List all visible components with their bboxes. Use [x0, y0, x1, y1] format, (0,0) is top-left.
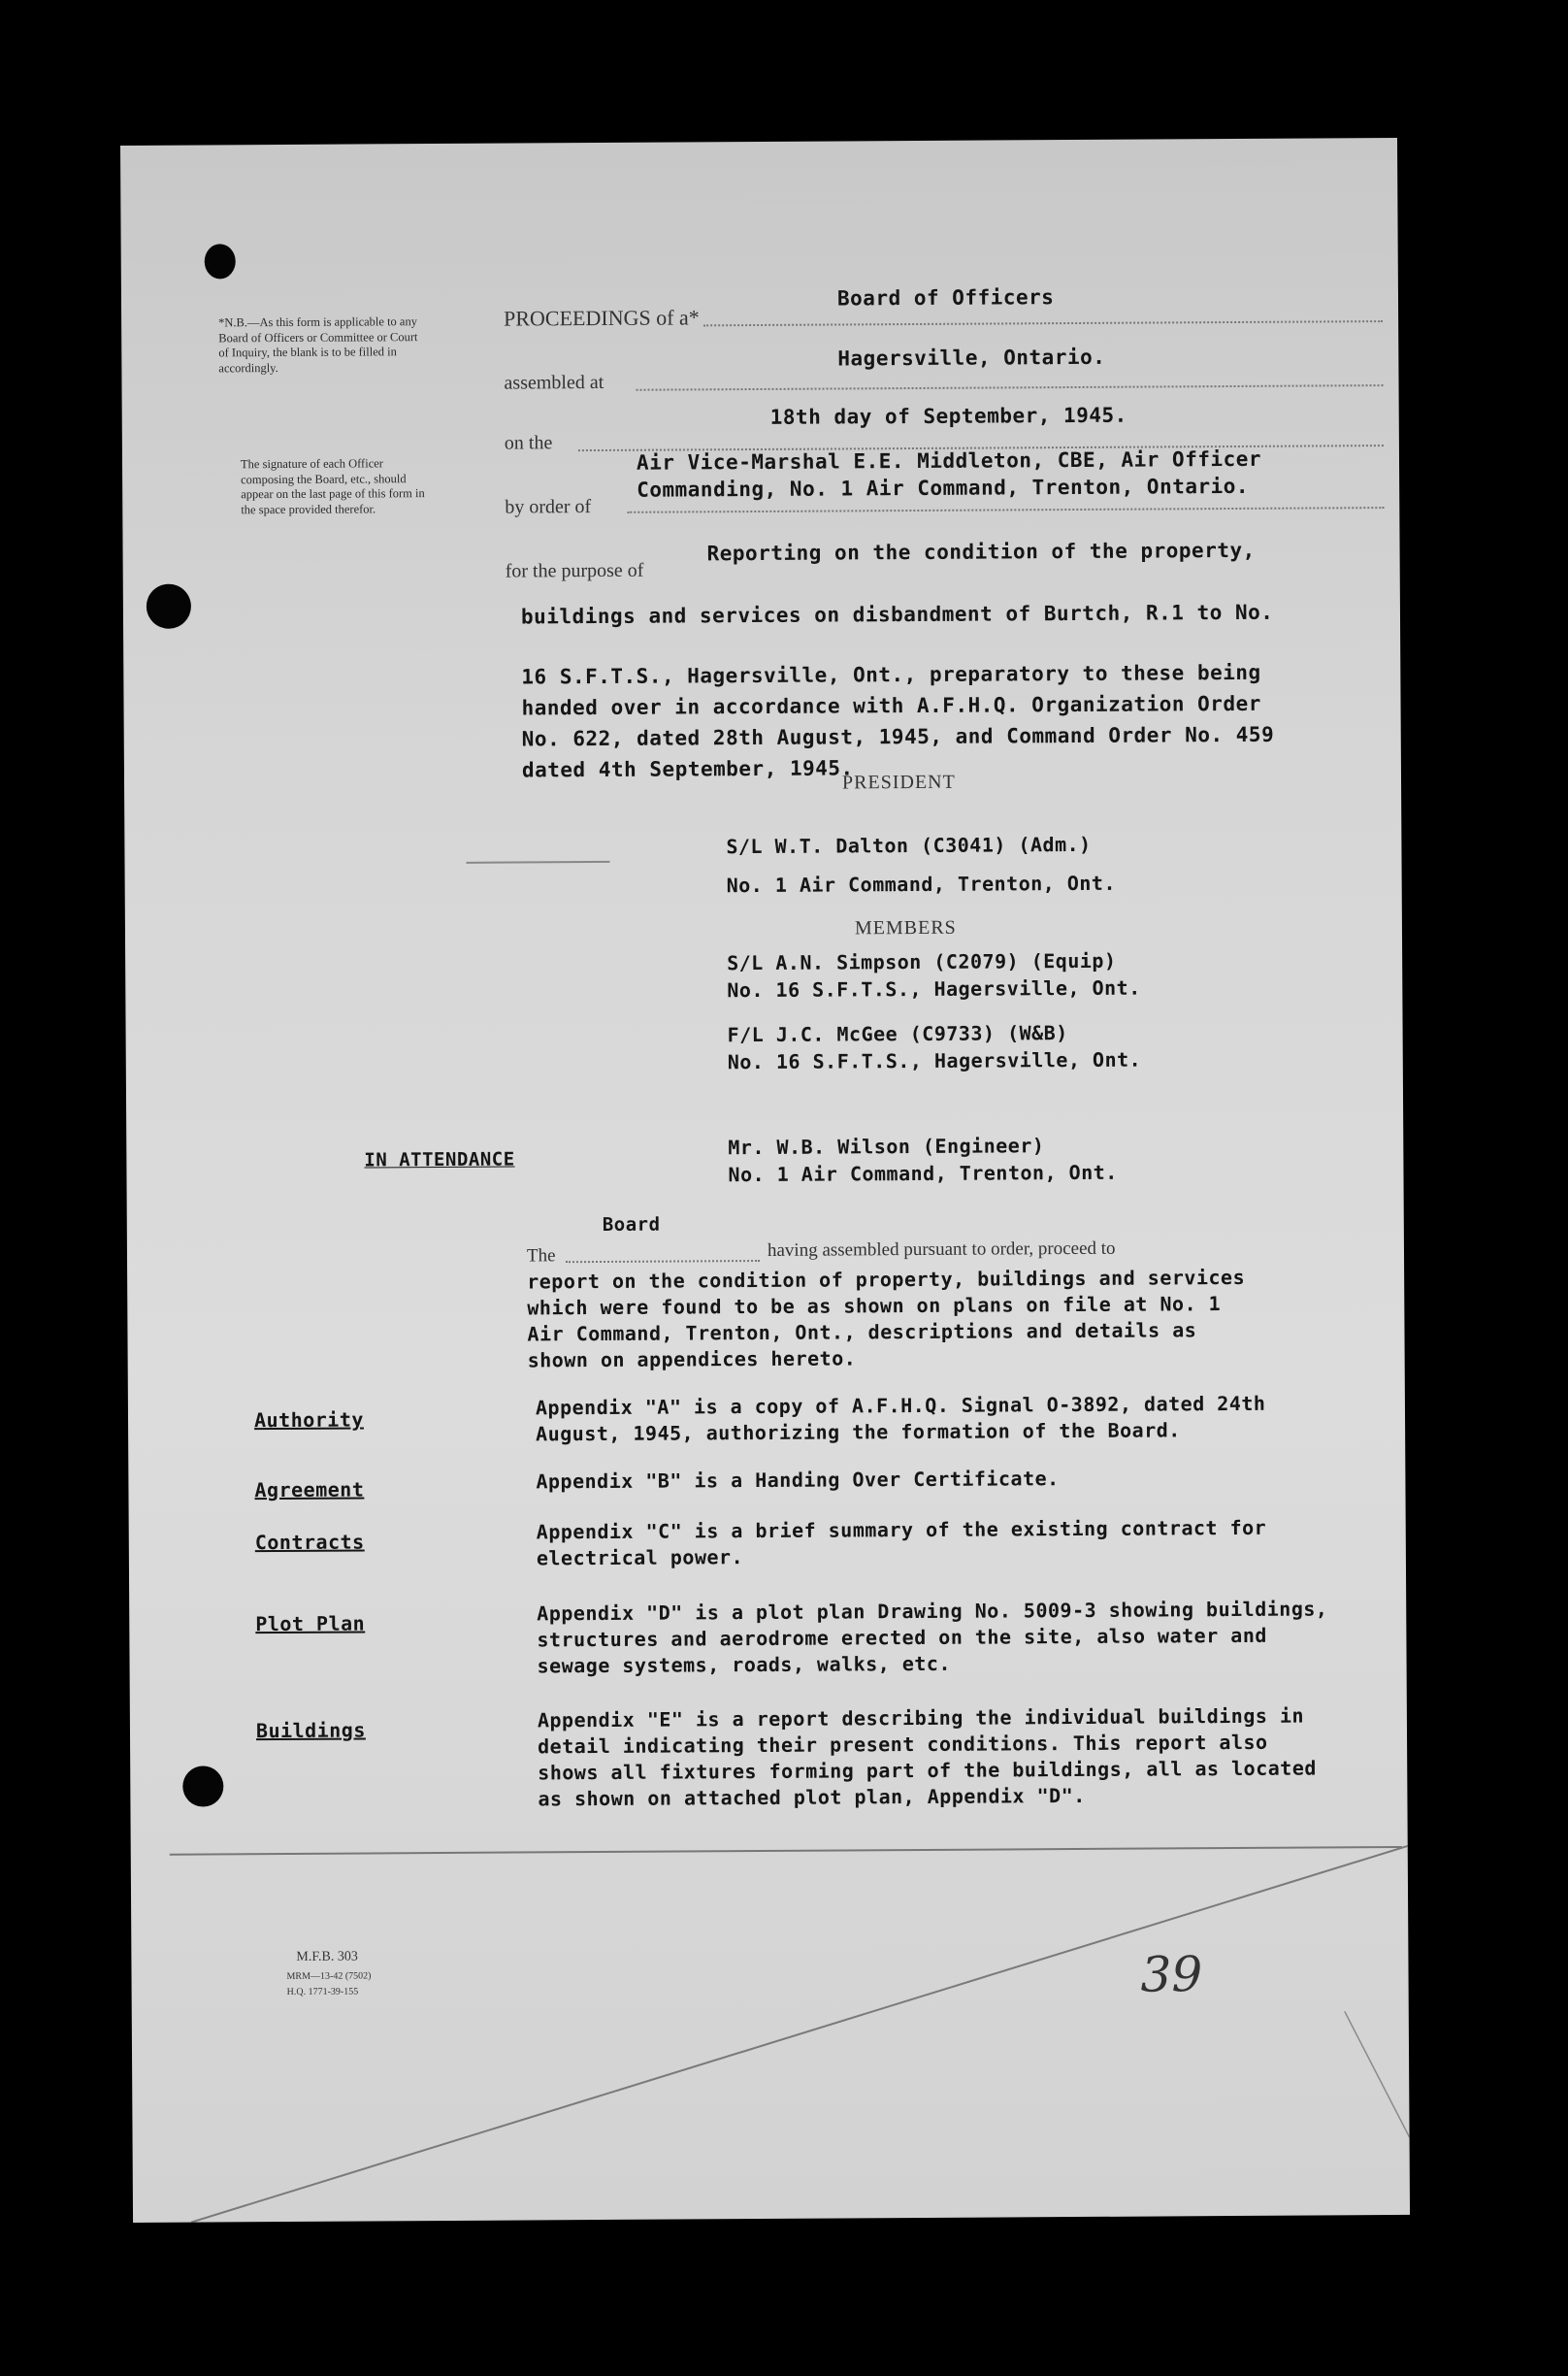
assembled-label: assembled at [504, 371, 604, 394]
buildings-line-2: detail indicating their present conditions. This report also [538, 1730, 1268, 1759]
plot-plan-line-1: Appendix "D" is a plot plan Drawing No. 5009-3 showing buildings, [537, 1597, 1328, 1626]
print-code-1: MRM—13-42 (7502) [286, 1970, 372, 1982]
attendance-unit: No. 1 Air Command, Trenton, Ont. [728, 1160, 1118, 1187]
board-the-label: The [526, 1245, 556, 1267]
contracts-line-1: Appendix "C" is a brief summary of the existing contract for [536, 1515, 1267, 1544]
section-label-agreement: Agreement [254, 1477, 365, 1502]
proceedings-value: Board of Officers [836, 285, 1055, 311]
purpose-line-6: dated 4th September, 1945. [521, 756, 854, 782]
authority-line-1: Appendix "A" is a copy of A.F.H.Q. Signal O-3892, dated 24th [535, 1391, 1266, 1420]
purpose-line-5: No. 622, dated 28th August, 1945, and Command Order No. 459 [521, 722, 1275, 751]
fold-crease-lines [120, 138, 1410, 2223]
president-unit: No. 1 Air Command, Trenton, Ont. [726, 871, 1117, 898]
on-the-label: on the [504, 432, 553, 454]
president-name: S/L W.T. Dalton (C3041) (Adm.) [726, 832, 1092, 859]
assembled-value: Hagersville, Ontario. [837, 345, 1106, 371]
president-heading: PRESIDENT [841, 771, 956, 794]
board-line-4: Air Command, Trenton, Ont., descriptions and details as [527, 1318, 1197, 1346]
buildings-line-4: as shown on attached plot plan, Appendix "D". [538, 1783, 1086, 1811]
board-line-5: shown on appendices hereto. [527, 1346, 857, 1372]
by-order-label: by order of [505, 496, 592, 518]
plot-plan-line-3: sewage systems, roads, walks, etc. [537, 1651, 952, 1678]
buildings-line-3: shows all fixtures forming part of the buildings, all as located [538, 1756, 1317, 1785]
section-label-contracts: Contracts [254, 1530, 365, 1555]
member-2-name: F/L J.C. McGee (C9733) (W&B) [727, 1021, 1068, 1047]
signature-note: The signature of each Officer composing the Board, etc., should appear on the last page of this form in the space provided therefor. [240, 456, 425, 516]
nb-note: *N.B.—As this form is applicable to any Board of Officers or Committee or Court of Inquiry, the blank is to be filled in accordingly. [218, 314, 418, 375]
member-2-unit: No. 16 S.F.T.S., Hagersville, Ont. [727, 1047, 1142, 1074]
date-value: 18th day of September, 1945. [769, 403, 1127, 429]
section-label-buildings: Buildings [255, 1718, 366, 1743]
plot-plan-line-2: structures and aerodrome erected on the site, also water and [537, 1623, 1267, 1652]
board-line-3: which were found to be as shown on plans on file at No. 1 [527, 1292, 1222, 1320]
purpose-line-4: handed over in accordance with A.F.H.Q. Organization Order [521, 691, 1261, 720]
form-number: M.F.B. 303 [296, 1949, 358, 1964]
attendance-name: Mr. W.B. Wilson (Engineer) [728, 1134, 1045, 1160]
purpose-line-1: Reporting on the condition of the property, [706, 538, 1256, 566]
contracts-line-2: electrical power. [536, 1545, 744, 1570]
authority-line-2: August, 1945, authorizing the formation of the Board. [536, 1418, 1181, 1446]
handwritten-page-number: 39 [1140, 1946, 1203, 2003]
proceedings-label: PROCEEDINGS of a* [504, 305, 700, 331]
section-label-plot-plan: Plot Plan [255, 1611, 366, 1636]
member-1-unit: No. 16 S.F.T.S., Hagersville, Ont. [727, 975, 1141, 1003]
section-label-authority: Authority [253, 1407, 364, 1433]
purpose-line-3: 16 S.F.T.S., Hagersville, Ont., preparatory to these being [521, 660, 1261, 689]
purpose-line-2: buildings and services on disbandment of Burtch, R.1 to No. [520, 600, 1274, 629]
purpose-label: for the purpose of [505, 559, 644, 582]
board-fill-value: Board [602, 1213, 661, 1236]
board-printed-text: having assembled pursuant to order, proceed to [767, 1238, 1116, 1261]
buildings-line-1: Appendix "E" is a report describing the individual buildings in [537, 1703, 1305, 1732]
members-heading: MEMBERS [854, 916, 957, 940]
order-value-line-1: Air Vice-Marshal E.E. Middleton, CBE, Air Officer [636, 446, 1262, 475]
order-value-line-2: Commanding, No. 1 Air Command, Trenton, Ontario. [637, 474, 1250, 502]
attendance-label: IN ATTENDANCE [364, 1148, 515, 1172]
member-1-name: S/L A.N. Simpson (C2079) (Equip) [727, 948, 1117, 975]
board-line-2: report on the condition of property, buildings and services [527, 1265, 1246, 1294]
document-sheet [120, 138, 1410, 2223]
print-code-2: H.Q. 1771-39-155 [286, 1986, 359, 1997]
agreement-line-1: Appendix "B" is a Handing Over Certificate. [536, 1467, 1060, 1494]
